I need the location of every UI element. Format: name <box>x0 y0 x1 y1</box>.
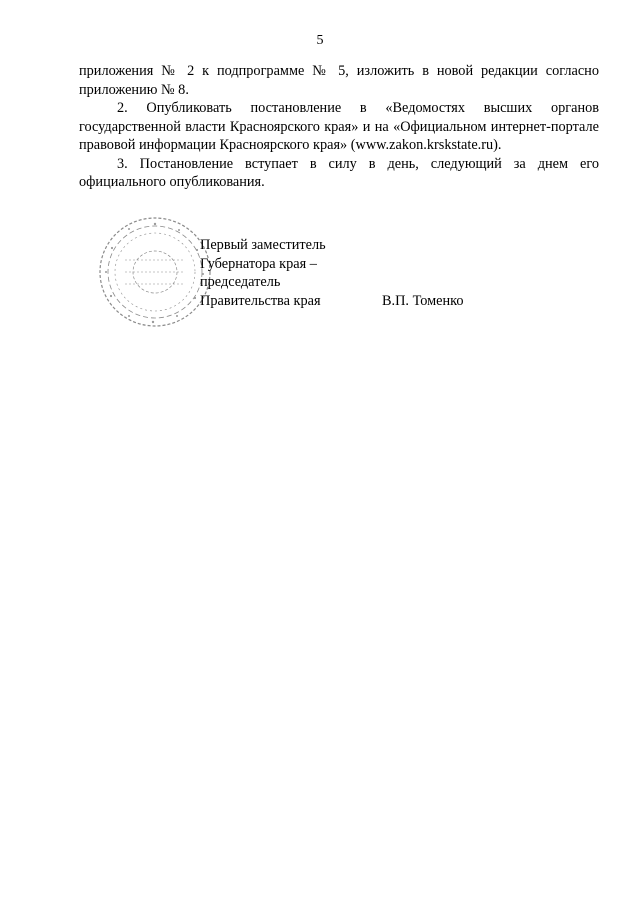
paragraph-continuation: приложения № 2 к подпрограмме № 5, изложить в новой редакции согласно приложению № 8. <box>79 63 599 98</box>
signatory-name: В.П. Томенко <box>382 292 464 309</box>
signatory-position-line: Первый заместитель <box>200 237 326 253</box>
signatory-position-line: председатель <box>200 274 281 290</box>
document-body <box>79 62 599 192</box>
paragraph-item-3: 3. Постановление вступает в силу в день, следующий за днем его официального опубликования. <box>79 155 599 190</box>
official-seal-icon <box>95 212 215 332</box>
signatory-position-line: Правительства края <box>200 292 321 309</box>
signatory-position-line: Губернатора края – <box>200 255 317 272</box>
page-number: 5 <box>316 33 324 48</box>
paragraph-item-2: 2. Опубликовать постановление в «Ведомостях высших органов государственной власти Красноярского края» и на «Официальном интернет-портале правовой информации Красноярского края» (www.zakon.krskstate.ru). <box>79 100 599 153</box>
signatory-position <box>200 236 326 310</box>
